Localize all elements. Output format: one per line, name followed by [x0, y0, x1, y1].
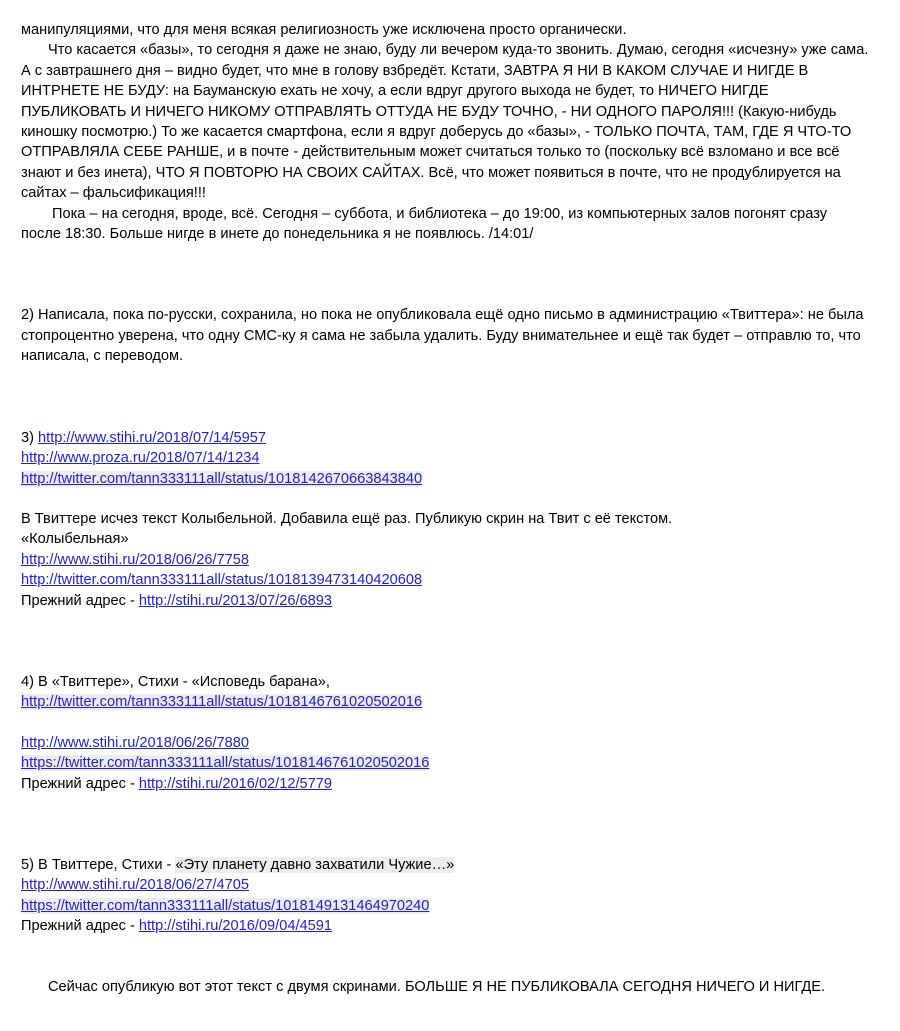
- spacer: [21, 244, 871, 305]
- twitter-poem-link[interactable]: http://twitter.com/tann333111all/status/1018139473140420608: [21, 572, 423, 589]
- section-5-poem-title: «Эту планету давно захватили Чужие…»: [175, 856, 455, 873]
- paragraph-3: Пока – на сегодня, вроде, всё. Сегодня – суббота, и библиотека – до 19:00, из компьютерных залов погонят сразу после 18:30. Больше нигде в инете до понедельника я не появлюсь. /14:01/: [21, 205, 828, 243]
- section-5-heading: [21, 855, 871, 875]
- twitter-poem-link[interactable]: https://twitter.com/tann333111all/status/1018146761020502016: [21, 755, 430, 772]
- stihi-poem-link[interactable]: http://www.stihi.ru/2018/06/26/7758: [21, 551, 249, 568]
- final-statement: Сейчас опубликую вот этот текст с двумя скринами. БОЛЬШЕ Я НЕ ПУБЛИКОВАЛА СЕГОДНЯ НИЧЕГО И НИГДЕ.: [48, 978, 826, 995]
- twitter-status-link[interactable]: http://twitter.com/tann333111all/status/1018146761020502016: [21, 694, 423, 711]
- section-5-heading-prefix: 5) В Твиттере, Стихи -: [21, 856, 176, 873]
- stihi-link[interactable]: http://www.stihi.ru/2018/07/14/5957: [38, 429, 267, 446]
- spacer: [21, 794, 871, 855]
- spacer: [21, 367, 871, 428]
- previous-address-label: Прежний адрес -: [21, 592, 139, 609]
- section-4: [21, 672, 871, 794]
- section-5: [21, 855, 871, 937]
- previous-address-link[interactable]: http://stihi.ru/2016/09/04/4591: [138, 918, 332, 935]
- previous-address-line: [21, 591, 871, 611]
- poem-title: «Колыбельная»: [21, 531, 129, 548]
- stihi-poem-link[interactable]: http://www.stihi.ru/2018/06/26/7880: [21, 734, 249, 751]
- spacer: [21, 611, 871, 672]
- paragraph-2: Что касается «базы», то сегодня я даже не знаю, буду ли вечером куда-то звонить. Думаю, сегодня «исчезну» уже сама. А с завтрашнего дня – видно будет, что мне в голову взбредёт. Кстати, ЗАВТРА Я НИ В КАКОМ СЛУЧАЕ И НИГДЕ В ИНТРНЕТЕ НЕ БУДУ: на Бауманскую ехать не хочу, а если вдруг другого выхода не будет, то НИЧЕГО НИГДЕ ПУБЛИКОВАТЬ И НИЧЕГО НИКОМУ ОТПРАВЛЯТЬ ОТТУДА НЕ БУДУ ТОЧНО, - НИ ОДНОГО ПАРОЛЯ!!! (Какую-нибудь киношку посмотрю.) То же касается смартфона, если я вдруг доберусь до «базы», - ТОЛЬКО ПОЧТА, ТАМ, ГДЕ Я ЧТО-ТО ОТПРАВЛЯЛА СЕБЕ РАНШЕ, и в почте - действительным может считаться только то (поскольку всё взломано и все всё знают и без инета), ЧТО Я ПОВТОРЮ НА СВОИХ САЙТАХ. Всё, что может появиться в почте, что не продублируется на сайтах – фальсификация!!!: [21, 42, 869, 202]
- document-page: [21, 20, 871, 997]
- previous-address-link[interactable]: http://stihi.ru/2013/07/26/6893: [138, 592, 332, 609]
- section-4-heading: 4) В «Твиттере», Стихи - «Исповедь барана»,: [21, 673, 330, 690]
- spacer: [21, 489, 871, 509]
- section-2-text: 2) Написала, пока по-русски, сохранила, но пока не опубликовала ещё одно письмо в администрацию «Твиттера»: не была стопроцентно уверена, что одну СМС-ку я сама не забыла удалить. Буду внимательнее и ещё так будет – отправлю то, что написала, с переводом.: [21, 307, 864, 365]
- section-3: [21, 428, 871, 611]
- previous-address-label: Прежний адрес -: [21, 918, 139, 935]
- spacer: [21, 713, 871, 733]
- paragraph-1: манипуляциями, что для меня всякая религиозность уже исключена просто органически.: [21, 22, 627, 38]
- proza-link[interactable]: http://www.proza.ru/2018/07/14/1234: [21, 450, 260, 467]
- previous-address-line: [21, 774, 871, 794]
- twitter-status-link[interactable]: http://twitter.com/tann333111all/status/1018142670663843840: [21, 470, 423, 487]
- previous-address-link[interactable]: http://stihi.ru/2016/02/12/5779: [138, 775, 332, 792]
- section-3-link-1-line: [21, 428, 871, 448]
- stihi-poem-link[interactable]: http://www.stihi.ru/2018/06/27/4705: [21, 877, 249, 894]
- previous-address-label: Прежний адрес -: [21, 775, 139, 792]
- section-3-number: 3): [21, 429, 39, 446]
- twitter-poem-link[interactable]: https://twitter.com/tann333111all/status/1018149131464970240: [21, 897, 430, 914]
- section-3-note: В Твиттере исчез текст Колыбельной. Добавила ещё раз. Публикую скрин на Твит с её текстом.: [21, 510, 673, 527]
- spacer: [21, 937, 871, 977]
- previous-address-line: [21, 916, 871, 936]
